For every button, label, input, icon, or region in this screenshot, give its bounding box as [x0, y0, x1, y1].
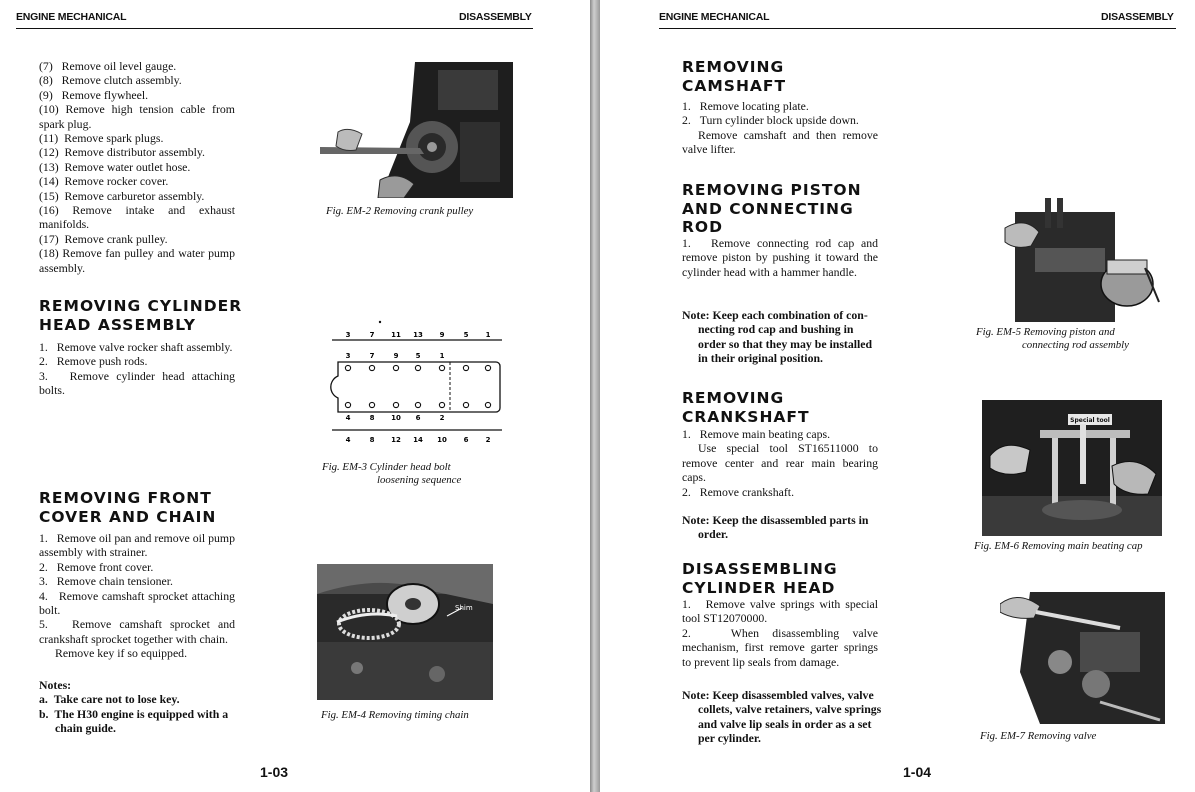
steps-list [39, 59, 235, 275]
svg-text:7: 7 [369, 352, 375, 360]
valve-note: Note: Keep disassembled valves, valve collets, valve retainers, valve springs and valve lip seals in order as a set per cylinder. [682, 688, 882, 746]
svg-text:8: 8 [369, 436, 375, 444]
top-outer-sequence [346, 331, 491, 339]
page-number: 1-03 [260, 764, 289, 780]
svg-text:8: 8 [369, 414, 375, 422]
camshaft-steps [682, 99, 878, 157]
shim-label: Shim [455, 604, 473, 612]
section-title-cylinder-head: REMOVING CYLINDER HEAD ASSEMBLY [39, 297, 243, 334]
list-item: Use special tool ST16511000 to remove center and rear main bearing caps. [682, 441, 878, 485]
page-number: 1-04 [903, 764, 932, 780]
svg-text:12: 12 [391, 436, 401, 444]
section-title-cylinder-head: DISASSEMBLING CYLINDER HEAD [682, 560, 838, 597]
piston-note: Note: Keep each combination of con- necting rod cap and bushing in order so that they may be installed in their original position. [682, 308, 873, 366]
svg-text:13: 13 [413, 331, 423, 339]
section-title-front-cover: REMOVING FRONT COVER AND CHAIN [39, 489, 217, 526]
list-item: 1. Remove main beating caps. [682, 427, 831, 441]
fig-em3-diagram [318, 318, 508, 446]
fig-em7-caption: Fig. EM-7 Removing valve [980, 730, 1097, 742]
svg-text:3: 3 [345, 352, 351, 360]
list-item: (15) Remove carburetor assembly. [39, 188, 205, 203]
list-item: 1. Remove locating plate. [682, 99, 809, 113]
list-item: (12) Remove distributor assembly. [39, 145, 206, 160]
list-item: (18) Remove fan pulley and water pump assembly. [39, 246, 235, 275]
header-right-title: DISASSEMBLY [1101, 11, 1174, 23]
list-item: (17) Remove crank pulley. [39, 231, 168, 246]
list-item: Remove camshaft and then remove valve lifter. [682, 127, 878, 157]
fig-em4-caption: Fig. EM-4 Removing timing chain [321, 709, 469, 721]
svg-text:6: 6 [415, 414, 421, 422]
svg-text:4: 4 [345, 436, 351, 444]
fig-em6-photo [982, 400, 1162, 536]
header-right-title: DISASSEMBLY [459, 11, 532, 23]
valve-steps [682, 597, 878, 669]
header-left-title: ENGINE MECHANICAL [659, 11, 770, 23]
list-item: 5. Remove camshaft sprocket and crankshaft sprocket together with chain. [39, 617, 235, 646]
special-tool-label: Special tool [1070, 417, 1110, 424]
list-item: 2. When disassembling valve mechanism, first remove garter springs to prevent lip seals from damage. [682, 625, 878, 669]
fig-em6-caption: Fig. EM-6 Removing main beating cap [974, 540, 1143, 552]
right-page [600, 0, 1195, 792]
svg-text:5: 5 [415, 352, 421, 360]
svg-text:9: 9 [439, 331, 445, 339]
list-item: 2. Remove front cover. [39, 559, 154, 574]
list-item: 2. Remove crankshaft. [682, 484, 795, 499]
crankshaft-steps [682, 427, 878, 499]
header-rule [16, 28, 533, 29]
list-item: Remove key if so equipped. [55, 646, 188, 661]
list-item: (13) Remove water outlet hose. [39, 159, 191, 174]
fig-em4-photo [317, 564, 493, 700]
page-gutter [590, 0, 600, 792]
fig-em5-photo [995, 198, 1163, 322]
svg-text:1: 1 [485, 331, 491, 339]
list-item: (9) Remove flywheel. [39, 87, 149, 102]
front-cover-steps [39, 531, 235, 661]
piston-steps [682, 236, 878, 279]
section-title-crankshaft: REMOVING CRANKSHAFT [682, 389, 810, 426]
list-item: 3. Remove chain tensioner. [39, 574, 173, 589]
bottom-inner-sequence [346, 414, 445, 422]
svg-text:6: 6 [463, 436, 469, 444]
list-item: (14) Remove rocker cover. [39, 174, 169, 189]
list-item: 1. Remove oil pan and remove oil pump assembly with strainer. [39, 531, 235, 560]
header-left-title: ENGINE MECHANICAL [16, 11, 127, 23]
cylinder-head-steps [39, 340, 235, 398]
svg-text:2: 2 [485, 436, 491, 444]
list-item: 1. Remove valve springs with special tool ST12070000. [682, 597, 878, 626]
svg-text:7: 7 [369, 331, 375, 339]
fig-em2-caption: Fig. EM-2 Removing crank pulley [326, 205, 474, 217]
fig-em2-photo [320, 62, 513, 198]
list-item: (7) Remove oil level gauge. [39, 59, 177, 73]
left-page [0, 0, 590, 792]
list-item: (16) Remove intake and exhaust manifolds. [39, 203, 235, 232]
svg-text:14: 14 [413, 436, 423, 444]
svg-text:4: 4 [345, 414, 351, 422]
list-item: 3. Remove cylinder head attaching bolts. [39, 368, 235, 398]
front-cover-notes: Notes: a. Take care not to lose key. b. The H30 engine is equipped with a chain guide. [39, 678, 229, 736]
fig-em7-photo [1000, 592, 1165, 724]
svg-text:3: 3 [345, 331, 351, 339]
list-item: 1. Remove valve rocker shaft assembly. [39, 340, 233, 354]
fig-em3-caption: Fig. EM-3 Cylinder head bolt loosening sequence [322, 461, 462, 486]
svg-text:2: 2 [439, 414, 445, 422]
list-item: 4. Remove camshaft sprocket attaching bolt. [39, 588, 235, 618]
section-title-piston: REMOVING PISTON AND CONNECTING ROD [682, 181, 862, 236]
list-item: 1. Remove connecting rod cap and remove piston by pushing it toward the cylinder head with a hammer handle. [682, 236, 878, 279]
list-item: 2. Remove push rods. [39, 354, 148, 369]
svg-text:10: 10 [391, 414, 401, 422]
list-item: (10) Remove high tension cable from spark plug. [39, 102, 235, 131]
fig-em5-caption: Fig. EM-5 Removing piston and connecting rod assembly [976, 326, 1129, 351]
svg-text:1: 1 [439, 352, 445, 360]
svg-text:9: 9 [393, 352, 399, 360]
list-item: 2. Turn cylinder block upside down. [682, 113, 859, 128]
list-item: (8) Remove clutch assembly. [39, 73, 182, 88]
svg-text:10: 10 [437, 436, 447, 444]
bottom-outer-sequence [346, 436, 491, 444]
header-rule [659, 28, 1176, 29]
section-title-camshaft: REMOVING CAMSHAFT [682, 58, 787, 95]
top-inner-sequence [346, 352, 445, 360]
crankshaft-note: Note: Keep the disassembled parts in order. [682, 513, 869, 542]
svg-text:5: 5 [463, 331, 469, 339]
list-item: (11) Remove spark plugs. [39, 131, 164, 146]
svg-text:11: 11 [391, 331, 401, 339]
